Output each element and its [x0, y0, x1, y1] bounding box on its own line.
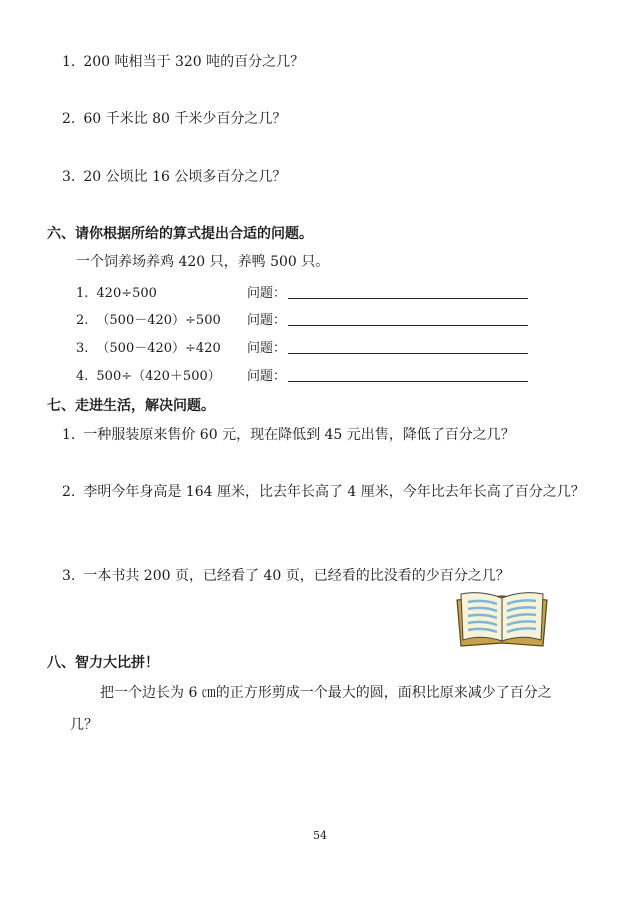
question-5-1	[62, 53, 304, 71]
question-number: 1.	[62, 54, 76, 70]
expression-text: （500－420）÷500	[96, 313, 221, 328]
expression-6-2	[76, 312, 221, 330]
question-number: 3.	[62, 568, 76, 584]
question-text: 一种服装原来售价 60 元，现在降低到 45 元出售，降低了百分之几？	[83, 427, 515, 443]
question-5-3	[62, 168, 286, 186]
question-label: 问题：	[247, 286, 287, 301]
section-8-problem-line1: 把一个边长为 6 ㎝的正方形剪成一个最大的圆，面积比原来减少了百分之	[100, 685, 552, 701]
question-7-3	[62, 567, 510, 585]
section-7-heading: 七、走进生活，解决问题。	[47, 398, 215, 414]
question-7-1	[62, 426, 515, 444]
question-number: 2.	[62, 484, 76, 500]
question-label: 问题：	[247, 313, 287, 328]
expression-number: 3.	[76, 341, 89, 356]
question-text: 200 吨相当于 320 吨的百分之几？	[83, 54, 305, 70]
question-text: 20 公顷比 16 公顷多百分之几？	[83, 169, 287, 185]
question-label: 问题：	[247, 341, 287, 356]
question-5-2	[62, 110, 286, 128]
question-label: 问题：	[247, 369, 287, 384]
question-text: 60 千米比 80 千米少百分之几？	[83, 111, 287, 127]
expression-number: 2.	[76, 313, 89, 328]
question-number: 2.	[62, 111, 76, 127]
expression-number: 4.	[76, 369, 89, 384]
section-6-heading: 六、请你根据所给的算式提出合适的问题。	[47, 226, 313, 242]
section-8-heading: 八、智力大比拼！	[47, 655, 159, 671]
question-number: 3.	[62, 169, 76, 185]
page-number: 54	[313, 829, 327, 842]
expression-6-3	[76, 340, 221, 358]
question-number: 1.	[62, 427, 76, 443]
answer-line[interactable]	[288, 381, 528, 382]
answer-line[interactable]	[288, 325, 528, 326]
section-6-intro: 一个饲养场养鸡 420 只，养鸭 500 只。	[76, 254, 330, 270]
section-8-problem-line2: 几？	[70, 717, 98, 733]
answer-line[interactable]	[288, 298, 528, 299]
expression-text: （500－420）÷420	[96, 341, 221, 356]
expression-text: 500÷（420＋500）	[96, 369, 221, 384]
question-text: 一本书共 200 页，已经看了 40 页，已经看的比没看的少百分之几？	[83, 568, 510, 584]
question-7-2	[62, 483, 585, 501]
question-text: 李明今年身高是 164 厘米，比去年长高了 4 厘米，今年比去年长高了百分之几？	[83, 484, 585, 500]
expression-text: 420÷500	[96, 286, 157, 301]
open-book-icon	[455, 588, 549, 650]
expression-number: 1.	[76, 286, 89, 301]
answer-line[interactable]	[288, 353, 528, 354]
expression-6-4	[76, 368, 221, 386]
expression-6-1	[76, 285, 157, 303]
